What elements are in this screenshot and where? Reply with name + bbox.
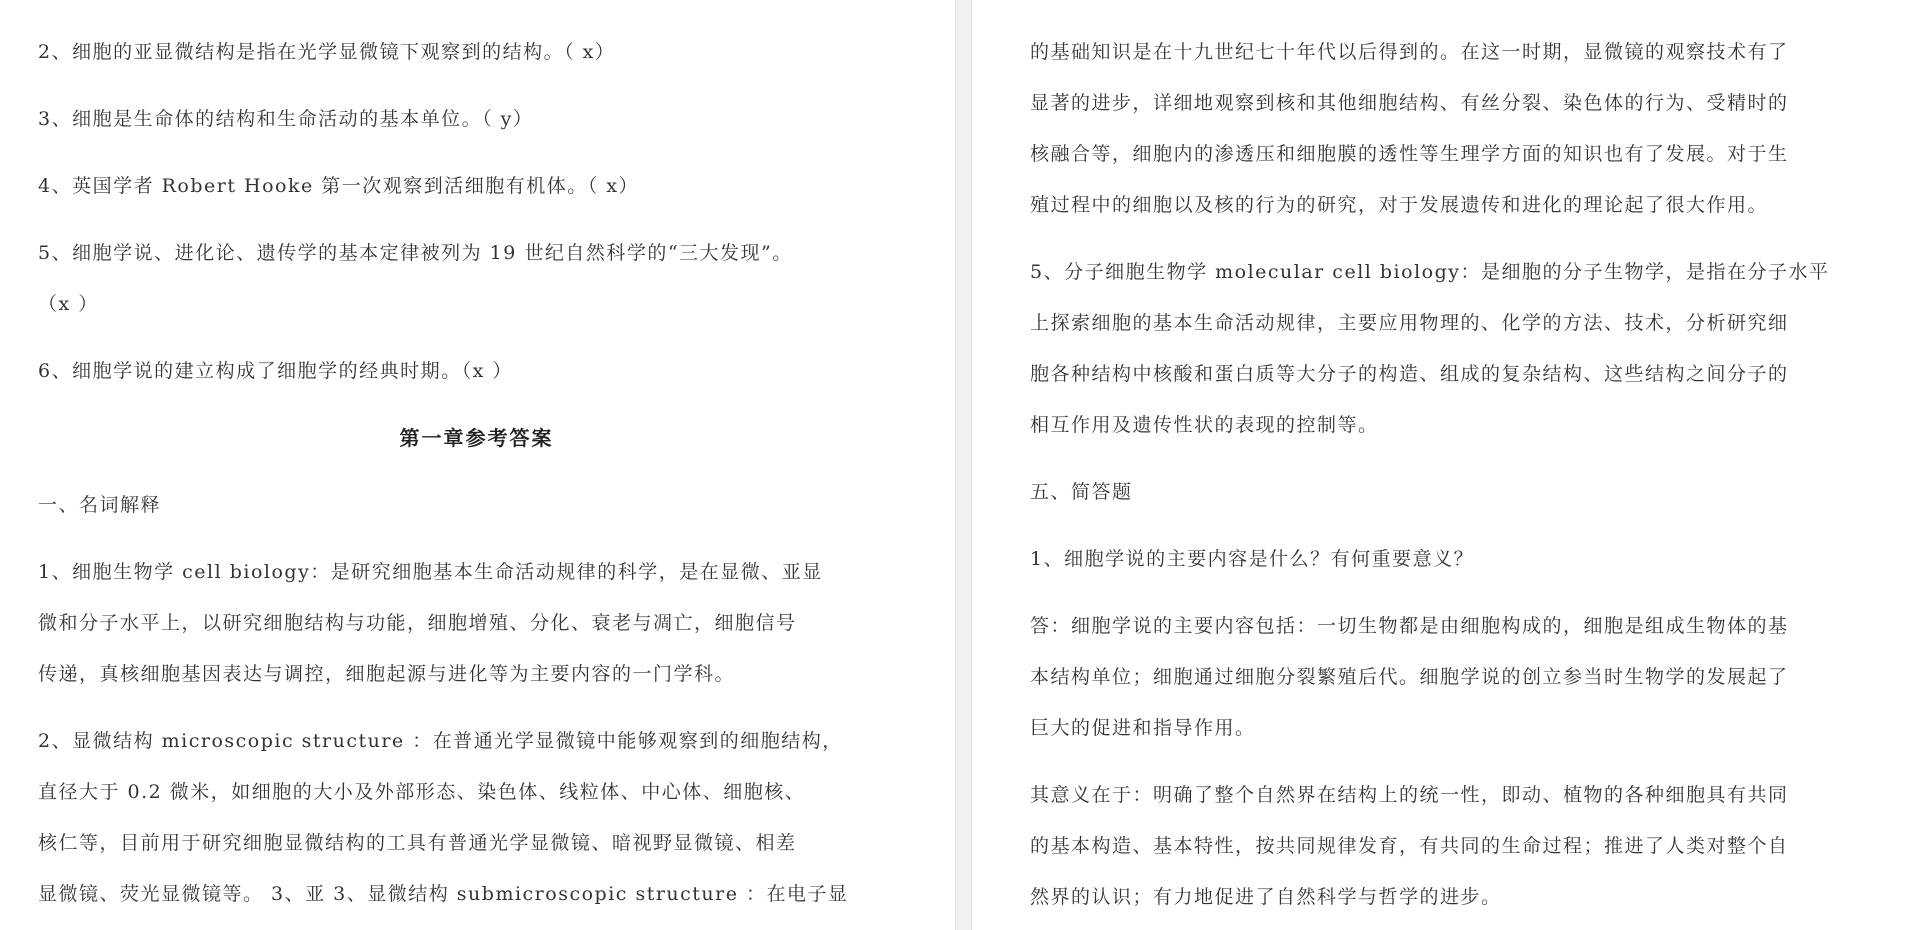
text-line: 5、细胞学说、进化论、遗传学的基本定律被列为 19 世纪自然科学的“三大发现”。: [38, 242, 793, 264]
text-line: 核仁等，目前用于研究细胞显微结构的工具有普通光学显微镜、暗视野显微镜、相差: [38, 832, 797, 854]
text-line: （x ）: [38, 293, 99, 315]
section-heading: 五、简答题: [1030, 481, 1133, 503]
text-line: 巨大的促进和指导作用。: [1030, 717, 1256, 739]
text-line: 核融合等，细胞内的渗透压和细胞膜的透性等生理学方面的知识也有了发展。对于生: [1030, 143, 1789, 165]
text-line: 显微镜、荧光显微镜等。 3、亚 3、显微结构 submicroscopic structure ：在电子显: [38, 883, 849, 905]
page-left-content: [0, 27, 955, 920]
text-line: 显著的进步，详细地观察到核和其他细胞结构、有丝分裂、染色体的行为、受精时的: [1030, 92, 1789, 114]
text-line: 其意义在于：明确了整个自然界在结构上的统一性，即动、植物的各种细胞具有共同: [1030, 784, 1789, 806]
text-line: 微和分子水平上，以研究细胞结构与功能，细胞增殖、分化、衰老与凋亡，细胞信号: [38, 612, 797, 634]
text-line: 相互作用及遗传性状的表现的控制等。: [1030, 414, 1379, 436]
text-line: 然界的认识；有力地促进了自然科学与哲学的进步。: [1030, 886, 1502, 908]
document-page-right: [972, 0, 1920, 930]
text-line: 胞各种结构中核酸和蛋白质等大分子的构造、组成的复杂结构、这些结构之间分子的: [1030, 363, 1789, 385]
text-line: 3、细胞是生命体的结构和生命活动的基本单位。（ y）: [38, 108, 534, 130]
text-line: 殖过程中的细胞以及核的行为的研究，对于发展遗传和进化的理论起了很大作用。: [1030, 194, 1769, 216]
text-line: 答：细胞学说的主要内容包括：一切生物都是由细胞构成的，细胞是组成生物体的基: [1030, 615, 1789, 637]
page-right-content: [972, 27, 1920, 923]
document-page-left: [0, 0, 955, 930]
text-line: 的基础知识是在十九世纪七十年代以后得到的。在这一时期，显微镜的观察技术有了: [1030, 41, 1789, 63]
section-heading: 一、名词解释: [38, 494, 162, 516]
question-line: 1、细胞学说的主要内容是什么？有何重要意义？: [1030, 548, 1475, 570]
text-line: 2、细胞的亚显微结构是指在光学显微镜下观察到的结构。（ x）: [38, 41, 616, 63]
text-line: 的基本构造、基本特性，按共同规律发育，有共同的生命过程；推进了人类对整个自: [1030, 835, 1789, 857]
page-gutter: [955, 0, 972, 930]
text-line: 传递，真核细胞基因表达与调控，细胞起源与进化等为主要内容的一门学科。: [38, 663, 736, 685]
text-line: 6、细胞学说的建立构成了细胞学的经典时期。（x ）: [38, 360, 513, 382]
text-line: 本结构单位；细胞通过细胞分裂繁殖后代。细胞学说的创立参当时生物学的发展起了: [1030, 666, 1789, 688]
text-line: 上探索细胞的基本生命活动规律，主要应用物理的、化学的方法、技术，分析研究细: [1030, 312, 1789, 334]
text-line: 4、英国学者 Robert Hooke 第一次观察到活细胞有机体。（ x）: [38, 175, 640, 197]
chapter-answer-heading: 第一章参考答案: [399, 426, 554, 450]
text-line: 5、分子细胞生物学 molecular cell biology：是细胞的分子生物学，是指在分子水平: [1030, 261, 1830, 283]
text-line: 2、显微结构 microscopic structure ：在普通光学显微镜中能够观察到的细胞结构，: [38, 730, 843, 752]
text-line: 直径大于 0.2 微米，如细胞的大小及外部形态、染色体、线粒体、中心体、细胞核、: [38, 781, 806, 803]
text-line: 1、细胞生物学 cell biology：是研究细胞基本生命活动规律的科学，是在显微、亚显: [38, 561, 823, 583]
